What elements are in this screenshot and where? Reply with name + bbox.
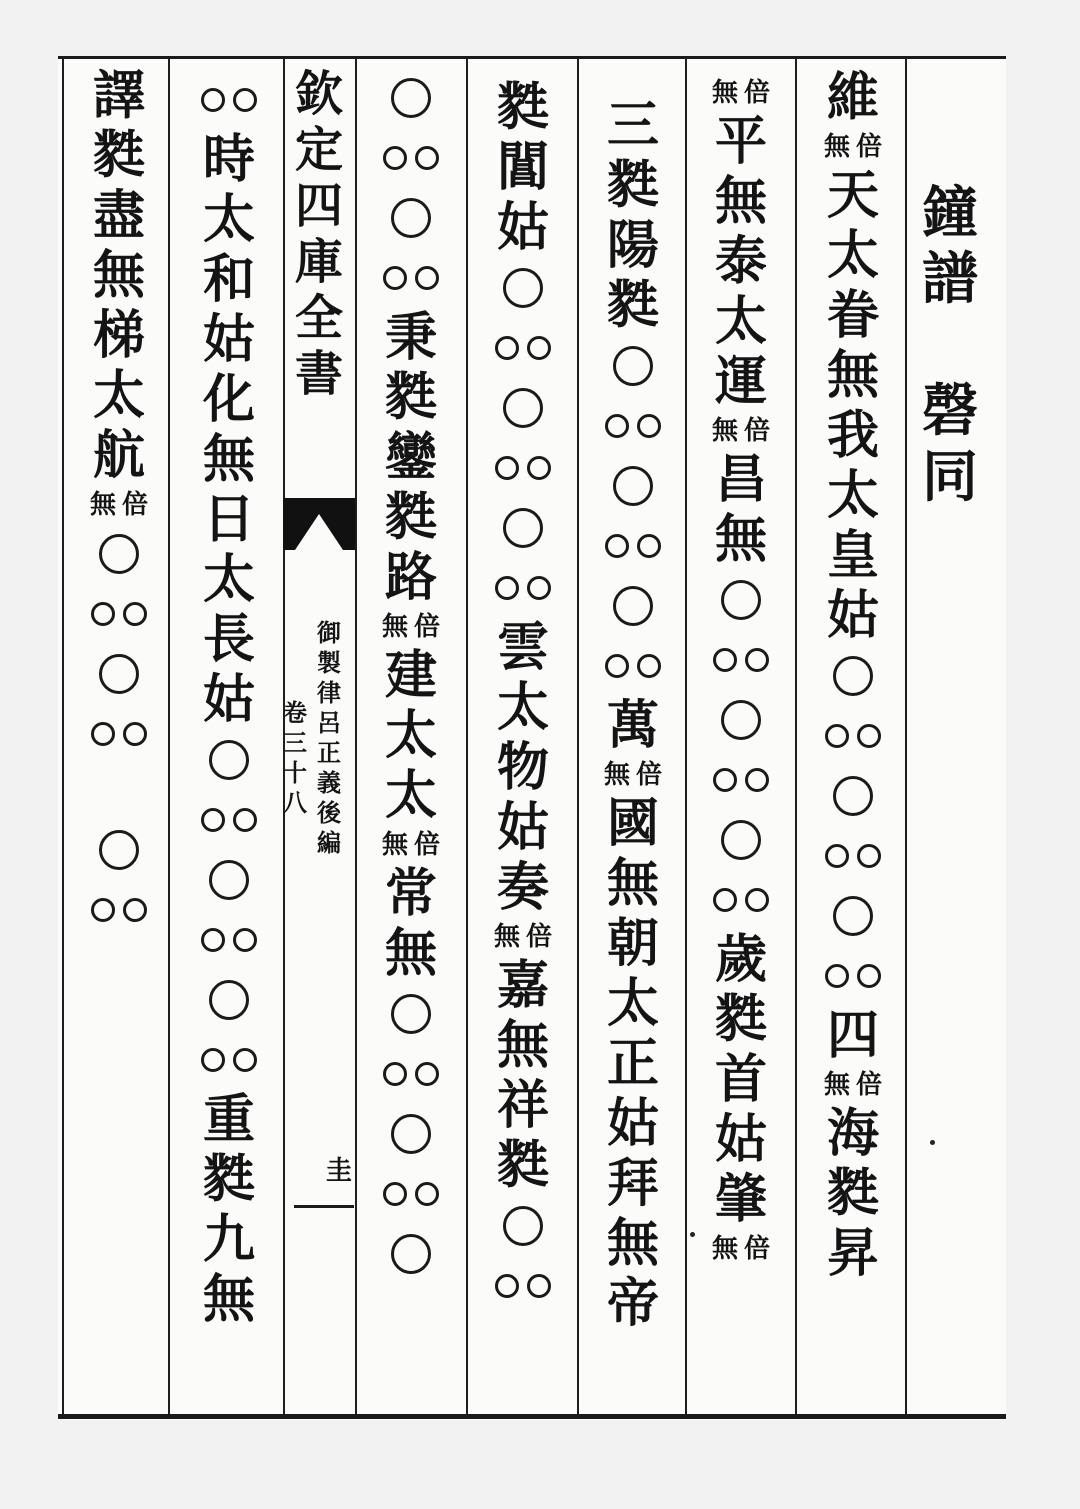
- small-circle-mark: [745, 648, 769, 672]
- small-circle-mark: [745, 888, 769, 912]
- small-circle-mark: [825, 844, 849, 868]
- lyric-char: 閶: [496, 137, 549, 198]
- column-divider: [905, 58, 907, 1414]
- circle-mark: [833, 776, 873, 816]
- annotation-char: 倍: [856, 132, 883, 162]
- annotation-char: 倍: [856, 1070, 883, 1100]
- double-circle-mark: [495, 1256, 551, 1316]
- lyric-char: 路: [384, 547, 437, 608]
- double-circle-mark: [383, 128, 439, 188]
- heading-char: 同: [922, 444, 978, 510]
- score-column-3: [592, 96, 674, 1334]
- subtitle-char: 編: [317, 828, 341, 857]
- annotation-char: 無: [711, 78, 738, 108]
- lyric-char: 日: [202, 489, 255, 550]
- score-column-1: [812, 68, 894, 1284]
- lyric-char: 㽔: [202, 1149, 255, 1210]
- lyric-char: 無: [202, 429, 255, 490]
- subtitle-char: 律: [317, 678, 341, 707]
- lyric-char: 姑: [202, 309, 255, 370]
- lyric-char: 常: [384, 863, 437, 924]
- pitch-annotation: [712, 74, 770, 112]
- lyric-char: 無: [92, 245, 145, 306]
- circle-mark: [99, 830, 139, 870]
- single-circle-mark: [391, 984, 431, 1044]
- lyric-char: 梯: [92, 305, 145, 366]
- small-circle-mark: [637, 414, 661, 438]
- volume-char: 十: [283, 758, 307, 787]
- small-circle-mark: [495, 336, 519, 360]
- small-circle-mark: [745, 768, 769, 792]
- small-circle-mark: [233, 88, 257, 112]
- double-circle-mark: [605, 396, 661, 456]
- lyric-char: 秉: [384, 307, 437, 368]
- subtitle-char: 御: [317, 618, 341, 647]
- column-divider: [62, 58, 64, 1414]
- circle-mark: [721, 580, 761, 620]
- lyric-char: 首: [714, 1049, 767, 1110]
- pitch-annotation: [824, 1066, 882, 1104]
- score-heading: [922, 180, 978, 510]
- pitch-annotation: [712, 1230, 770, 1268]
- lyric-char: 帝: [606, 1273, 659, 1334]
- subtitle-char: 後: [317, 798, 341, 827]
- single-circle-mark: [721, 810, 761, 870]
- small-circle-mark: [201, 1048, 225, 1072]
- small-circle-mark: [123, 602, 147, 626]
- double-circle-mark: [201, 790, 257, 850]
- single-circle-mark: [503, 498, 543, 558]
- single-circle-mark: [391, 1224, 431, 1284]
- lyric-char: 歲: [714, 929, 767, 990]
- lyric-char: 重: [202, 1089, 255, 1150]
- lyric-char: 奏: [496, 857, 549, 918]
- small-circle-mark: [233, 928, 257, 952]
- small-circle-mark: [605, 414, 629, 438]
- small-circle-mark: [605, 654, 629, 678]
- title-char: 全: [294, 290, 343, 346]
- annotation-char: 倍: [414, 830, 441, 860]
- lyric-char: 無: [826, 345, 879, 406]
- double-circle-mark: [713, 870, 769, 930]
- single-circle-mark: [209, 850, 249, 910]
- score-column-2: [700, 74, 782, 1268]
- ink-speck: [930, 1140, 935, 1145]
- small-circle-mark: [201, 88, 225, 112]
- annotation-char: 無: [89, 490, 116, 520]
- lyric-char: 海: [826, 1103, 879, 1164]
- lyric-char: 眷: [826, 285, 879, 346]
- single-circle-mark: [99, 524, 139, 584]
- lyric-char: 太: [92, 365, 145, 426]
- lyric-char: 無: [202, 1269, 255, 1330]
- double-circle-mark: [605, 636, 661, 696]
- double-circle-mark: [201, 1030, 257, 1090]
- column-divider: [577, 58, 579, 1414]
- single-circle-mark: [209, 970, 249, 1030]
- double-circle-mark: [201, 70, 257, 130]
- small-circle-mark: [383, 266, 407, 290]
- lyric-char: 我: [826, 405, 879, 466]
- fish-tail-ornament: [283, 498, 355, 550]
- small-circle-mark: [233, 1048, 257, 1072]
- small-circle-mark: [825, 964, 849, 988]
- small-circle-mark: [605, 534, 629, 558]
- single-circle-mark: [833, 886, 873, 946]
- circle-mark: [833, 656, 873, 696]
- single-circle-mark: [391, 1104, 431, 1164]
- small-circle-mark: [713, 768, 737, 792]
- lyric-char: 㽔: [606, 155, 659, 216]
- score-column-5: [370, 68, 452, 1284]
- circle-mark: [613, 346, 653, 386]
- lyric-char: 姑: [496, 197, 549, 258]
- score-column-6: [184, 70, 274, 1330]
- subtitle-char: 義: [317, 768, 341, 797]
- small-circle-mark: [527, 336, 551, 360]
- pitch-annotation: [382, 826, 440, 864]
- column-divider: [685, 58, 687, 1414]
- single-circle-mark: [99, 820, 139, 880]
- circle-mark: [503, 268, 543, 308]
- column-divider: [795, 58, 797, 1414]
- small-circle-mark: [713, 888, 737, 912]
- small-circle-mark: [201, 928, 225, 952]
- annotation-char: 無: [381, 612, 408, 642]
- lyric-char: 姑: [826, 585, 879, 646]
- small-circle-mark: [825, 724, 849, 748]
- double-circle-mark: [825, 706, 881, 766]
- double-circle-mark: [713, 750, 769, 810]
- circle-mark: [209, 980, 249, 1020]
- small-circle-mark: [91, 722, 115, 746]
- annotation-char: 無: [711, 416, 738, 446]
- annotation-char: 無: [823, 1070, 850, 1100]
- single-circle-mark: [391, 188, 431, 248]
- lyric-char: 四: [826, 1005, 879, 1066]
- double-circle-mark: [713, 630, 769, 690]
- lyric-char: 昌: [714, 449, 767, 510]
- lyric-char: 㽔: [496, 77, 549, 138]
- double-circle-mark: [201, 910, 257, 970]
- small-circle-mark: [527, 456, 551, 480]
- annotation-char: 倍: [636, 760, 663, 790]
- single-circle-mark: [503, 258, 543, 318]
- small-circle-mark: [857, 844, 881, 868]
- lyric-char: 㽔: [384, 487, 437, 548]
- circle-mark: [721, 820, 761, 860]
- circle-mark: [721, 700, 761, 740]
- lyric-char: 姑: [606, 1093, 659, 1154]
- circle-mark: [391, 994, 431, 1034]
- lyric-char: 無: [714, 171, 767, 232]
- small-circle-mark: [495, 1274, 519, 1298]
- column-divider: [355, 58, 357, 1414]
- pitch-annotation: [494, 918, 552, 956]
- small-circle-mark: [123, 722, 147, 746]
- ink-speck: [690, 1232, 695, 1237]
- lyric-char: 國: [606, 793, 659, 854]
- lyric-char: 長: [202, 609, 255, 670]
- lyric-char: 時: [202, 129, 255, 190]
- double-circle-mark: [495, 558, 551, 618]
- volume-char: 八: [283, 788, 307, 817]
- small-circle-mark: [415, 1182, 439, 1206]
- single-circle-mark: [833, 646, 873, 706]
- lyric-char: 拜: [606, 1153, 659, 1214]
- lyric-char: 航: [92, 425, 145, 486]
- subtitle-char: 正: [317, 738, 341, 767]
- page-number: 圭: [326, 1156, 353, 1186]
- small-circle-mark: [383, 146, 407, 170]
- lyric-char: 鑾: [384, 427, 437, 488]
- small-circle-mark: [201, 808, 225, 832]
- heading-char: 鐘: [922, 180, 978, 246]
- title-char: 四: [294, 178, 343, 234]
- lyric-char: 太: [606, 973, 659, 1034]
- lyric-char: 正: [606, 1033, 659, 1094]
- lyric-char: 譯: [92, 65, 145, 126]
- pitch-annotation: [824, 128, 882, 166]
- title-char: 定: [294, 122, 343, 178]
- lyric-char: 㽔: [714, 989, 767, 1050]
- lyric-char: 無: [714, 509, 767, 570]
- small-circle-mark: [637, 534, 661, 558]
- lyric-char: 雲: [496, 617, 549, 678]
- lyric-char: 建: [384, 645, 437, 706]
- lyric-char: 維: [826, 67, 879, 128]
- small-circle-mark: [415, 1062, 439, 1086]
- double-circle-mark: [825, 826, 881, 886]
- double-circle-mark: [383, 1044, 439, 1104]
- lyric-char: 昇: [826, 1223, 879, 1284]
- lyric-char: 九: [202, 1209, 255, 1270]
- lyric-char: 姑: [714, 1109, 767, 1170]
- lyric-char: 和: [202, 249, 255, 310]
- subtitle-char: 呂: [317, 708, 341, 737]
- lyric-char: 太: [496, 677, 549, 738]
- double-circle-mark: [825, 946, 881, 1006]
- pitch-annotation: [382, 608, 440, 646]
- annotation-char: 倍: [744, 1234, 771, 1264]
- annotation-char: 倍: [744, 416, 771, 446]
- double-circle-mark: [605, 516, 661, 576]
- circle-mark: [209, 860, 249, 900]
- lyric-char: 太: [384, 705, 437, 766]
- heading-char: 磬: [922, 378, 978, 444]
- double-circle-mark: [495, 318, 551, 378]
- lyric-char: 皇: [826, 525, 879, 586]
- pitch-annotation: [90, 486, 148, 524]
- lyric-char: 太: [384, 765, 437, 826]
- annotation-char: 無: [493, 922, 520, 952]
- small-circle-mark: [495, 456, 519, 480]
- center-band: [283, 58, 355, 1414]
- circle-mark: [99, 534, 139, 574]
- small-circle-mark: [123, 898, 147, 922]
- small-circle-mark: [527, 576, 551, 600]
- title-char: 欽: [294, 66, 343, 122]
- score-column-7: [78, 66, 160, 940]
- score-column-4: [482, 78, 564, 1316]
- circle-mark: [209, 740, 249, 780]
- lyric-char: 㽔: [826, 1163, 879, 1224]
- lyric-char: 姑: [202, 669, 255, 730]
- circle-mark: [99, 654, 139, 694]
- lyric-char: 㽔: [92, 125, 145, 186]
- circle-mark: [391, 1114, 431, 1154]
- circle-mark: [613, 586, 653, 626]
- single-circle-mark: [833, 766, 873, 826]
- lyric-char: 無: [606, 853, 659, 914]
- column-divider: [168, 58, 170, 1414]
- pitch-annotation: [604, 756, 662, 794]
- single-circle-mark: [503, 378, 543, 438]
- small-circle-mark: [383, 1062, 407, 1086]
- lyric-char: 姑: [496, 797, 549, 858]
- circle-mark: [391, 198, 431, 238]
- small-circle-mark: [91, 602, 115, 626]
- single-circle-mark: [503, 1196, 543, 1256]
- circle-mark: [833, 896, 873, 936]
- circle-mark: [503, 508, 543, 548]
- small-circle-mark: [857, 724, 881, 748]
- annotation-char: 倍: [526, 922, 553, 952]
- double-circle-mark: [495, 438, 551, 498]
- lyric-char: 三: [606, 95, 659, 156]
- lyric-char: 㽔: [606, 275, 659, 336]
- lyric-char: 太: [202, 549, 255, 610]
- circle-mark: [391, 1234, 431, 1274]
- annotation-char: 倍: [122, 490, 149, 520]
- double-circle-mark: [91, 704, 147, 764]
- lyric-char: 萬: [606, 695, 659, 756]
- lyric-char: 無: [606, 1213, 659, 1274]
- double-circle-mark: [383, 1164, 439, 1224]
- bottom-border-rule: [58, 1414, 1006, 1419]
- lyric-char: 無: [384, 923, 437, 984]
- single-circle-mark: [99, 644, 139, 704]
- lyric-char: 㽔: [384, 367, 437, 428]
- top-border-rule: [58, 56, 1006, 59]
- lyric-char: 太: [826, 465, 879, 526]
- single-circle-mark: [613, 456, 653, 516]
- annotation-char: 無: [823, 132, 850, 162]
- pitch-annotation: [712, 412, 770, 450]
- subtitle-char: 製: [317, 648, 341, 677]
- title-char: 庫: [294, 234, 343, 290]
- small-circle-mark: [495, 576, 519, 600]
- volume-label: [283, 698, 307, 818]
- small-circle-mark: [415, 266, 439, 290]
- lyric-char: 化: [202, 369, 255, 430]
- double-circle-mark: [91, 584, 147, 644]
- lyric-char: 太: [826, 225, 879, 286]
- small-circle-mark: [233, 808, 257, 832]
- single-circle-mark: [209, 730, 249, 790]
- double-circle-mark: [91, 880, 147, 940]
- lyric-char: 朝: [606, 913, 659, 974]
- circle-mark: [503, 388, 543, 428]
- block-title: [291, 66, 347, 402]
- lyric-char: 無: [496, 1015, 549, 1076]
- small-circle-mark: [383, 1182, 407, 1206]
- lyric-char: 物: [496, 737, 549, 798]
- annotation-char: 無: [381, 830, 408, 860]
- volume-char: 三: [283, 728, 307, 757]
- lyric-char: 盡: [92, 185, 145, 246]
- lyric-char: 太: [714, 291, 767, 352]
- single-circle-mark: [391, 68, 431, 128]
- double-circle-mark: [383, 248, 439, 308]
- lyric-char: 祥: [496, 1075, 549, 1136]
- small-circle-mark: [713, 648, 737, 672]
- small-circle-mark: [527, 1274, 551, 1298]
- single-circle-mark: [721, 570, 761, 630]
- lyric-char: 肇: [714, 1169, 767, 1230]
- single-circle-mark: [613, 336, 653, 396]
- center-bottom-rule: [294, 1205, 354, 1208]
- single-circle-mark: [613, 576, 653, 636]
- annotation-char: 無: [603, 760, 630, 790]
- small-circle-mark: [91, 898, 115, 922]
- lyric-char: 嘉: [496, 955, 549, 1016]
- annotation-char: 無: [711, 1234, 738, 1264]
- heading-char: 譜: [922, 246, 978, 312]
- column-divider: [466, 58, 468, 1414]
- lyric-char: 天: [826, 165, 879, 226]
- small-circle-mark: [637, 654, 661, 678]
- book-subtitle: [317, 618, 341, 858]
- circle-mark: [613, 466, 653, 506]
- small-circle-mark: [857, 964, 881, 988]
- annotation-char: 倍: [414, 612, 441, 642]
- circle-mark: [503, 1206, 543, 1246]
- lyric-char: 㽔: [496, 1135, 549, 1196]
- small-circle-mark: [415, 146, 439, 170]
- lyric-char: 泰: [714, 231, 767, 292]
- single-circle-mark: [721, 690, 761, 750]
- volume-char: 卷: [283, 698, 307, 727]
- title-char: 書: [294, 346, 343, 402]
- lyric-char: 運: [714, 351, 767, 412]
- lyric-char: 陽: [606, 215, 659, 276]
- circle-mark: [391, 78, 431, 118]
- lyric-char: 平: [714, 111, 767, 172]
- lyric-char: 太: [202, 189, 255, 250]
- annotation-char: 倍: [744, 78, 771, 108]
